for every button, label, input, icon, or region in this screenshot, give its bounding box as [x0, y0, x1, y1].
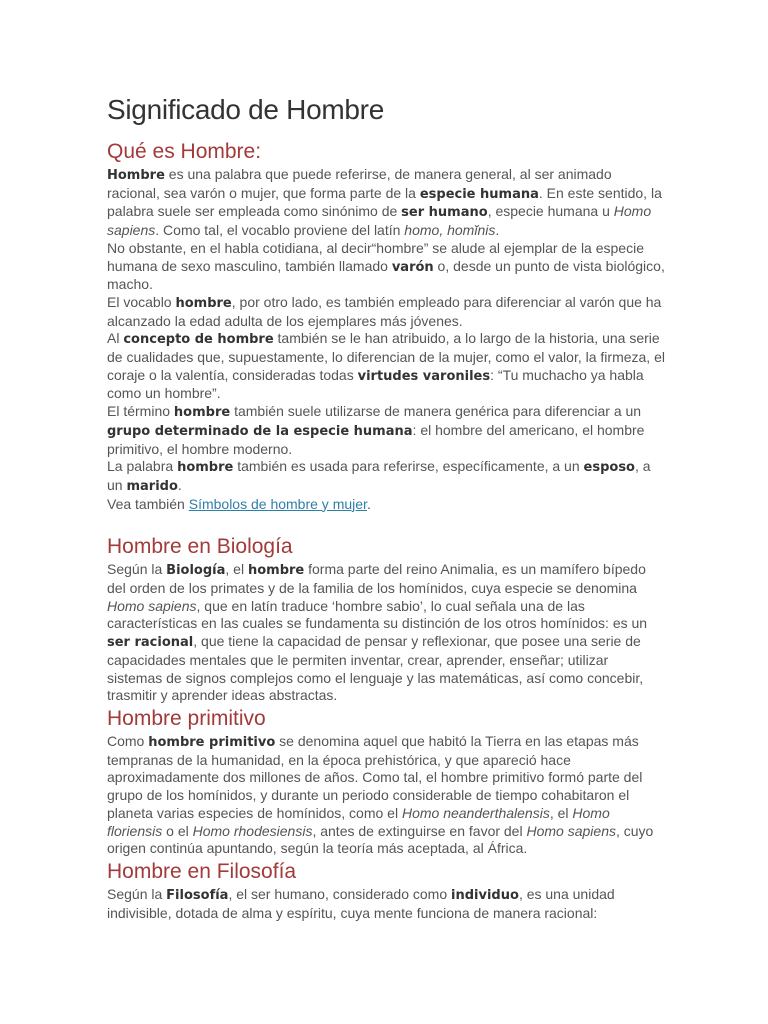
simbolos-link[interactable]: Símbolos de hombre y mujer — [188, 495, 367, 512]
paragraph: Hombre es una palabra que puede referirse, de manera general, al ser animado racional, sea varón o mujer, que forma parte de la especie humana. En este sentido, la palabra suele ser empleada como sinónimo de ser humano, especie humana u Homo sapiens. Como tal, el vocablo proviene del latín homo, homĭnis. — [107, 166, 662, 239]
paragraph: Vea también Símbolos de hombre y mujer. — [107, 495, 371, 512]
paragraph: Como hombre primitivo se denomina aquel que habitó la Tierra en las etapas más tempranas de la humanidad, en la época prehistórica, y que apareció hace aproximadamente dos millones de años. Como tal, el hombre primitivo formó parte del grupo de los homínidos, y durante un periodo considerable de tiempo cohabitaron el planeta varias especies de homínidos, como el Homo neanderthalensis, el Homo floriensis o el Homo rhodesiensis, antes de extinguirse en favor del Homo sapiens, cuyo origen continúa apuntando, según la teoría más aceptada, al África. — [107, 732, 654, 857]
section-heading-biologia: Hombre en Biología — [107, 535, 293, 559]
bold-term: grupo determinado de la especie humana — [107, 423, 413, 439]
bold-term: Biología — [166, 563, 226, 579]
bold-term: individuo — [451, 887, 519, 903]
bold-term: hombre primitivo — [148, 734, 276, 750]
section-heading-primitivo: Hombre primitivo — [107, 706, 266, 730]
section-heading-que-es: Qué es Hombre: — [107, 140, 262, 163]
paragraph: La palabra hombre también es usada para referirse, específicamente, a un esposo, a un marido. — [107, 458, 651, 494]
paragraph: Según la Filosofía, el ser humano, considerado como individuo, es una unidad indivisible, dotada de alma y espíritu, cuya mente funciona de manera racional: — [107, 885, 615, 921]
paragraph: El término hombre también suele utilizarse de manera genérica para diferenciar a un grupo determinado de la especie humana: el hombre del americano, el hombre primitivo, el hombre moderno. — [107, 403, 645, 457]
bold-term: Filosofía — [166, 887, 229, 903]
bold-term: varón — [391, 259, 434, 275]
bold-term: concepto de hombre — [123, 332, 274, 348]
article-content — [107, 92, 667, 922]
page-title: Significado de Hombre — [107, 94, 384, 125]
bold-term: hombre — [173, 405, 231, 421]
bold-term: ser humano — [401, 205, 488, 221]
paragraph: No obstante, en el habla cotidiana, al decir“hombre” se alude al ejemplar de la especie humana de sexo masculino, también llamado varón o, desde un punto de vista biológico, macho. — [107, 239, 665, 293]
bold-term: hombre — [175, 295, 232, 311]
bold-term: esposo — [583, 460, 635, 476]
paragraph: Al concepto de hombre también se le han atribuido, a lo largo de la historia, una serie de cualidades que, supuestamente, lo diferencian de la mujer, como el valor, la firmeza, el coraje o la valentía, consideradas todas virtudes varoniles: “Tu muchacho ya habla como un hombre”. — [107, 330, 665, 402]
bold-term: hombre — [177, 460, 234, 476]
bold-term: Hombre — [107, 168, 165, 183]
bold-term: virtudes varoniles — [357, 368, 491, 384]
bold-term: marido — [126, 478, 178, 494]
bold-term: hombre — [247, 563, 305, 579]
paragraph: Según la Biología, el hombre forma parte del reino Animalia, es un mamífero bípedo del orden de los primates y de la familia de los homínidos, cuya especie se denomina Homo sapiens, que en latín traduce ‘hombre sabio’, lo cual señala una de las características en las cuales se fundamenta su distinción de los otros homínidos: es un ser racional, que tiene la capacidad de pensar y reflexionar, que posee una serie de capacidades mentales que le permiten inventar, crear, aprender, enseñar; utilizar sistemas de signos complejos como el lenguaje y las matemáticas, así como concebir, trasmitir y aprender ideas abstractas. — [107, 561, 648, 704]
section-heading-filosofia: Hombre en Filosofía — [107, 859, 297, 883]
bold-term: especie humana — [419, 186, 539, 202]
paragraph: El vocablo hombre, por otro lado, es también empleado para diferenciar al varón que ha alcanzado la edad adulta de los ejemplares más jóvenes. — [107, 293, 662, 329]
bold-term: ser racional — [107, 635, 194, 651]
